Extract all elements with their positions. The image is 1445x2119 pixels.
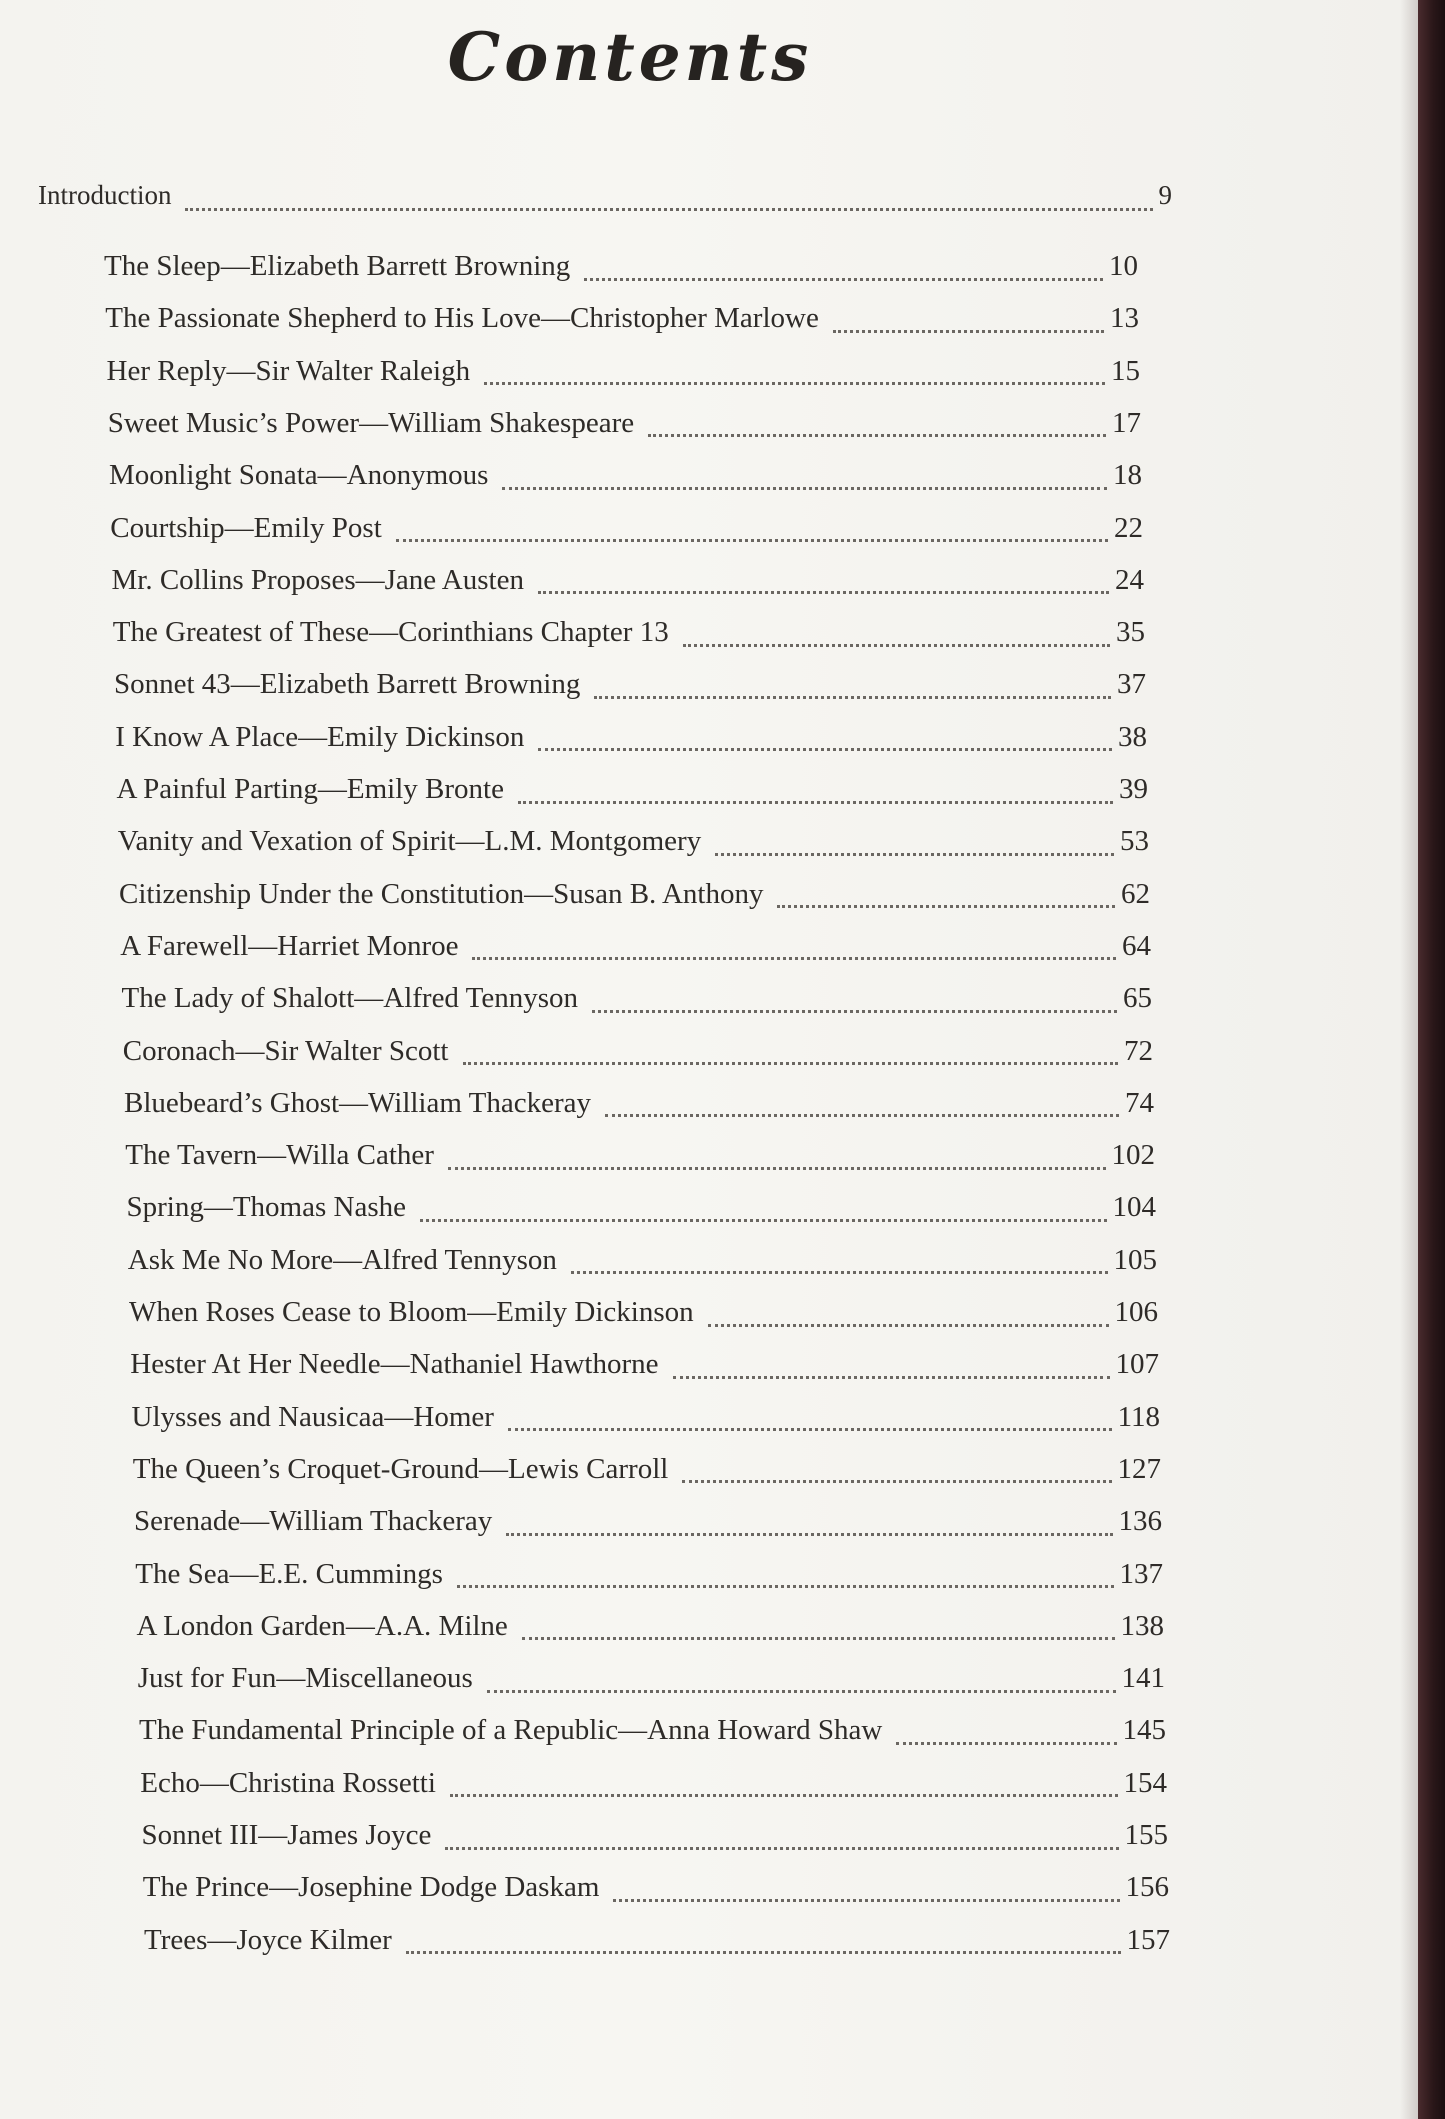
toc-entry-page-number: 105 (1113, 1243, 1157, 1276)
toc-entry-title: Ulysses and Nausicaa—Homer (131, 1400, 494, 1433)
toc-entry-page-number: 24 (1115, 563, 1144, 596)
toc-entry-page-number: 157 (1126, 1923, 1170, 1956)
toc-entry-title: A London Garden—A.A. Milne (136, 1609, 508, 1642)
toc-entry (144, 1924, 1170, 1964)
dot-leader (538, 591, 1109, 594)
toc-entry-page-number: 53 (1120, 825, 1149, 858)
toc-entry (133, 1453, 1161, 1493)
toc-entry (115, 721, 1147, 761)
toc-entry-title: Courtship—Emily Post (110, 511, 382, 544)
dot-leader (833, 330, 1104, 333)
toc-entry-title: Introduction (38, 180, 172, 210)
toc-entry (117, 773, 1149, 813)
dot-leader (613, 1899, 1119, 1902)
toc-entry (108, 407, 1141, 447)
toc-entry-title: The Sea—E.E. Cummings (135, 1557, 443, 1590)
dot-leader (571, 1271, 1108, 1274)
dot-leader (708, 1324, 1109, 1327)
toc-entry-page-number: 155 (1124, 1819, 1168, 1851)
dot-leader (448, 1167, 1106, 1170)
toc-entry-page-number: 37 (1117, 668, 1146, 701)
toc-entry-title: Echo—Christina Rossetti (140, 1766, 436, 1799)
toc-entry-title: The Lady of Shalott—Alfred Tennyson (121, 982, 579, 1015)
toc-entry-page-number: 106 (1114, 1296, 1158, 1328)
toc-entry (110, 512, 1143, 552)
toc-entry-page-number: 136 (1118, 1505, 1162, 1538)
toc-entry (132, 1401, 1161, 1441)
toc-entry-title: Serenade—William Thackeray (134, 1505, 493, 1538)
toc-entry-page-number: 18 (1113, 459, 1142, 492)
toc-entry (135, 1558, 1163, 1598)
toc-entry-page-number: 10 (1109, 250, 1138, 282)
toc-entry (129, 1296, 1158, 1336)
toc-entry-title: Trees—Joyce Kilmer (144, 1923, 392, 1956)
toc-entry-page-number: 145 (1122, 1714, 1166, 1747)
dot-leader (502, 487, 1107, 490)
toc-entry-title: A Farewell—Harriet Monroe (120, 929, 459, 962)
toc-entry-title: Her Reply—Sir Walter Raleigh (106, 354, 471, 387)
toc-entry-page-number: 64 (1122, 929, 1151, 962)
toc-entry-title: Mr. Collins Proposes—Jane Austen (111, 563, 524, 596)
dot-leader (420, 1219, 1107, 1222)
dot-leader (683, 644, 1110, 647)
toc-entry-title: The Greatest of These—Corinthians Chapter 13 (112, 616, 669, 649)
toc-entry (120, 930, 1151, 970)
toc-entry-page-number: 156 (1125, 1871, 1169, 1904)
book-cover-edge (1418, 0, 1445, 2119)
toc-entry-page-number: 127 (1117, 1452, 1161, 1485)
toc-entry-page-number: 74 (1125, 1086, 1154, 1119)
toc-entry-title: Coronach—Sir Walter Scott (122, 1034, 449, 1067)
toc-entry-page-number: 141 (1121, 1662, 1165, 1695)
toc-entry-page-number: 22 (1114, 511, 1143, 544)
toc-entry-title: The Fundamental Principle of a Republic—Anna Howard Shaw (139, 1714, 883, 1747)
dot-leader (584, 278, 1103, 281)
toc-entry-title: Citizenship Under the Constitution—Susan B. Anthony (119, 877, 764, 910)
toc-entry (112, 564, 1145, 604)
toc-entry-title: The Queen’s Croquet-Ground—Lewis Carroll (132, 1452, 669, 1485)
dot-leader (777, 905, 1115, 908)
toc-entry (127, 1191, 1157, 1231)
toc-entry-title: The Tavern—Willa Cather (125, 1139, 434, 1172)
toc-entry-title: Sonnet III—James Joyce (141, 1819, 432, 1851)
dot-leader (463, 1062, 1119, 1065)
toc-entry (122, 982, 1153, 1022)
toc-entry (142, 1819, 1169, 1859)
page-gutter-shadow (1400, 0, 1418, 2119)
dot-leader (406, 1951, 1121, 1954)
toc-entry-page-number: 39 (1119, 773, 1148, 805)
toc-entry-title: The Sleep—Elizabeth Barrett Browning (104, 250, 571, 282)
toc-entry-title: Bluebeard’s Ghost—William Thackeray (124, 1086, 592, 1119)
toc-entry-page-number: 118 (1117, 1400, 1160, 1433)
toc-entry (125, 1139, 1155, 1179)
toc-entry (128, 1244, 1157, 1284)
toc-entry-title: Moonlight Sonata—Anonymous (109, 459, 489, 492)
toc-entry-title: When Roses Cease to Bloom—Emily Dickinson (129, 1296, 694, 1328)
dot-leader (457, 1585, 1114, 1588)
toc-entry (109, 459, 1142, 499)
dot-leader (487, 1690, 1116, 1693)
toc-entry-page-number: 9 (1158, 180, 1172, 210)
toc-entry-page-number: 72 (1124, 1034, 1153, 1067)
dot-leader (522, 1637, 1115, 1640)
dot-leader (715, 853, 1114, 856)
dot-leader (594, 696, 1111, 699)
toc-entry-page-number: 137 (1119, 1557, 1163, 1590)
toc-entry (107, 355, 1141, 395)
toc-entry-title: The Passionate Shepherd to His Love—Christopher Marlowe (105, 302, 819, 335)
toc-entry-page-number: 102 (1111, 1139, 1155, 1172)
toc-entry-page-number: 138 (1120, 1609, 1164, 1642)
toc-entry (105, 302, 1139, 342)
dot-leader (508, 1428, 1112, 1431)
toc-entry (139, 1714, 1166, 1754)
toc-entry-page-number: 15 (1111, 354, 1140, 387)
toc-entry-page-number: 38 (1118, 720, 1147, 753)
toc-entry (134, 1505, 1162, 1545)
dot-leader (185, 208, 1152, 211)
toc-entry-page-number: 107 (1115, 1348, 1159, 1381)
toc-entry-title: Sonnet 43—Elizabeth Barrett Browning (114, 668, 581, 701)
dot-leader (450, 1794, 1118, 1797)
toc-entry-title: I Know A Place—Emily Dickinson (115, 720, 525, 753)
toc-introduction (38, 180, 1172, 220)
toc-entry (118, 825, 1149, 865)
toc-entry-title: Hester At Her Needle—Nathaniel Hawthorne (130, 1348, 659, 1381)
toc-entry (124, 1087, 1154, 1127)
dot-leader (673, 1376, 1110, 1379)
toc-entry (140, 1767, 1167, 1807)
toc-entry (114, 668, 1146, 708)
toc-entry-title: Vanity and Vexation of Spirit—L.M. Montgomery (117, 825, 702, 858)
toc-entry-page-number: 17 (1112, 406, 1141, 439)
dot-leader (592, 1010, 1117, 1013)
toc-entry-title: Just for Fun—Miscellaneous (137, 1662, 473, 1695)
toc-entry-page-number: 62 (1121, 877, 1150, 910)
toc-entry-title: A Painful Parting—Emily Bronte (116, 773, 504, 805)
toc-entry (138, 1662, 1165, 1702)
dot-leader (396, 539, 1108, 542)
toc-entry (123, 1035, 1153, 1075)
toc-entry-page-number: 13 (1110, 302, 1139, 335)
toc-entry (113, 616, 1145, 656)
dot-leader (484, 382, 1105, 385)
toc-entry-page-number: 154 (1123, 1766, 1167, 1799)
dot-leader (538, 748, 1112, 751)
page-title: Contents (447, 18, 813, 96)
toc-entry (119, 878, 1150, 918)
toc-entry-page-number: 35 (1116, 616, 1145, 649)
dot-leader (445, 1847, 1118, 1850)
dot-leader (896, 1742, 1116, 1745)
dot-leader (682, 1480, 1111, 1483)
toc-entry-page-number: 104 (1112, 1191, 1156, 1224)
toc-entry-title: The Prince—Josephine Dodge Daskam (142, 1871, 600, 1904)
toc-entry-title: Spring—Thomas Nashe (126, 1191, 406, 1224)
dot-leader (605, 1114, 1119, 1117)
toc-entry-title: Sweet Music’s Power—William Shakespeare (107, 406, 635, 439)
dot-leader (518, 801, 1113, 804)
toc-entry (130, 1348, 1159, 1388)
toc-entry (104, 250, 1138, 290)
dot-leader (472, 957, 1116, 960)
dot-leader (648, 434, 1106, 437)
dot-leader (506, 1533, 1112, 1536)
toc-entry-page-number: 65 (1123, 982, 1152, 1015)
toc-entry (143, 1871, 1169, 1911)
toc-entry-title: Ask Me No More—Alfred Tennyson (127, 1243, 557, 1276)
toc-entry (137, 1610, 1165, 1650)
